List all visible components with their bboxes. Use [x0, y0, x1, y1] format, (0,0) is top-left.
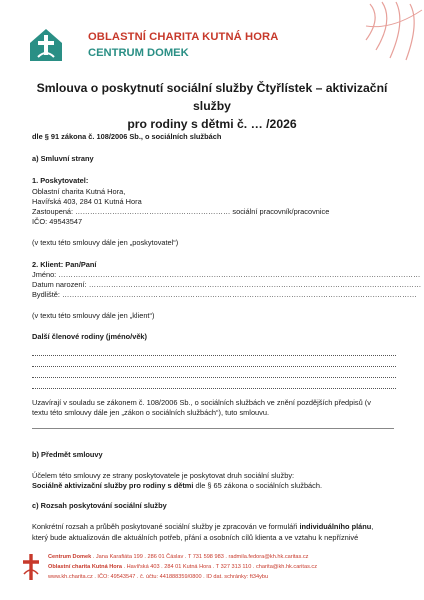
section-c-line-2: který bude aktualizován dle aktuálních potřeb, přání a osobních cílů klienta a ve vztahu k nepříznivé	[32, 533, 359, 542]
section-c-line-1	[32, 521, 373, 532]
client-name-field: Jméno: …………………………………………………………………………………………………………………………………	[32, 270, 421, 279]
decorative-lines-icon	[362, 0, 424, 62]
individual-plan: individuálního plánu	[299, 522, 372, 531]
section-b-heading: b) Předmět smlouvy	[32, 450, 103, 459]
law-reference: dle § 91 zákona č. 108/2006 Sb., o sociálních službách	[32, 132, 222, 141]
client-heading: 2. Klient: Pan/Paní	[32, 260, 97, 269]
section-b-line-1: Účelem této smlouvy ze strany poskytovatele je poskytovat druh sociální služby:	[32, 471, 295, 480]
charita-logo-icon	[28, 27, 64, 63]
section-a-heading: a) Smluvní strany	[32, 154, 94, 163]
family-line	[32, 377, 396, 378]
agreement-line-1: Uzavírají v souladu se zákonem č. 108/2006 Sb., o sociálních službách ve znění pozdějších předpisů (v	[32, 398, 371, 407]
charita-cross-icon	[20, 552, 42, 582]
divider	[32, 428, 394, 429]
family-line	[32, 355, 396, 356]
client-dob-field: Datum narození: ………………………………………………………………………………………………………………………	[32, 280, 422, 289]
client-address-field: Bydliště: ………………………………………………………………………………………………………………………………	[32, 290, 417, 299]
footer-centre-contact: . Jana Karafiáta 199 . 286 01 Čáslav . T 731 598 983 . radmila.fedora@kh.hk.caritas.cz	[91, 554, 309, 560]
footer-centre-name: Centrum Domek	[48, 554, 92, 560]
service-type: Sociálně aktivizační služby pro rodiny s dětmi	[32, 481, 194, 490]
title-line-2: pro rodiny s dětmi č. … /2026	[127, 117, 297, 131]
section-b-line-2	[32, 480, 322, 491]
family-line	[32, 388, 396, 389]
section-c-text: Konkrétní rozsah a průběh poskytované sociální služby je zpracován ve formuláři	[32, 522, 300, 531]
provider-ico: IČO: 49543547	[32, 217, 83, 226]
org-subtitle: CENTRUM DOMEK	[88, 47, 189, 59]
document-title	[20, 79, 404, 133]
provider-representative: Zastoupená: ……………………………………………………… sociální pracovník/pracovnice	[32, 207, 330, 216]
provider-name: Oblastní charita Kutná Hora,	[32, 187, 126, 196]
family-line	[32, 366, 396, 367]
provider-address: Havířská 403, 284 01 Kutná Hora	[32, 197, 142, 206]
family-heading: Další členové rodiny (jméno/věk)	[32, 332, 148, 341]
agreement-line-2: textu této smlouvy dále jen „zákon o sociálních službách“), tuto smlouvu.	[32, 408, 270, 417]
footer-org-contact: . Havířská 403 . 284 01 Kutná Hora . T 327 313 110 . charita@kh.hk.caritas.cz	[121, 564, 318, 570]
provider-note: (v textu této smlouvy dále jen „poskytovatel“)	[32, 238, 179, 247]
section-c-comma: ,	[371, 522, 374, 531]
provider-heading: 1. Poskytovatel:	[32, 176, 89, 185]
section-c-heading: c) Rozsah poskytování sociální služby	[32, 501, 167, 510]
title-line-1: Smlouva o poskytnutí sociální služby Čtyřlístek – aktivizační služby	[36, 81, 388, 113]
footer-line-3: www.kh.charita.cz . IČO: 49543547 . č. účtu: 441888359/0800 . ID dat. schránky: ft34ybu	[48, 574, 269, 580]
org-name: OBLASTNÍ CHARITA KUTNÁ HORA	[88, 31, 279, 43]
footer-line-2	[48, 563, 317, 571]
footer-org-name: Oblastní charita Kutná Hora	[48, 564, 122, 570]
client-note: (v textu této smlouvy dále jen „klient“)	[32, 311, 155, 320]
service-law-ref: dle § 65 zákona o sociálních službách.	[193, 481, 323, 490]
footer-line-1	[48, 553, 308, 561]
